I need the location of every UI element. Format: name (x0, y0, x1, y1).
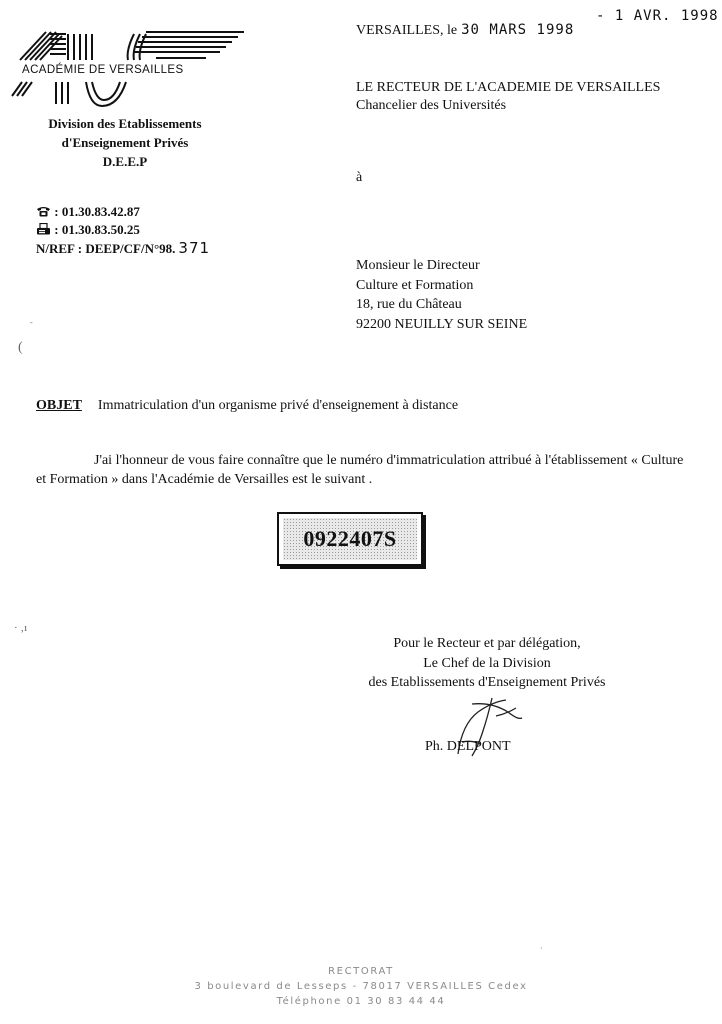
footer-line: RECTORAT (328, 966, 394, 977)
scan-speck: · (540, 944, 543, 953)
date-stamp: 30 MARS 1998 (461, 22, 575, 38)
scan-speck: · ‚ı (14, 622, 28, 634)
recipient-line: Monsieur le Directeur (356, 258, 480, 273)
body-paragraph: J'ai l'honneur de vous faire connaître que le numéro d'immatriculation attribué à l'établissement « Culture et Formation » dans l'Académie de Versailles est le suivant . (36, 453, 684, 487)
subject-text: Immatriculation d'un organisme privé d'enseignement à distance (97, 398, 459, 413)
signature-block (356, 634, 618, 693)
recipient-line: Culture et Formation (356, 277, 474, 293)
reference-handwritten: 371 (178, 239, 211, 257)
sender-subtitle: Chancelier des Universités (356, 98, 507, 113)
reference-text: N/REF : DEEP/CF/N°98. (36, 241, 176, 256)
division-acronym: D.E.E.P (102, 154, 148, 169)
footer-line: Téléphone 01 30 83 44 44 (276, 996, 446, 1007)
telephone-icon (36, 206, 51, 217)
registration-number: 0922407S (303, 526, 397, 551)
recipient-line: 18, rue du Château (356, 297, 462, 312)
contact-block (36, 203, 210, 258)
footer-line: 3 boulevard de Lesseps - 78017 VERSAILLES Cedex (194, 981, 528, 992)
phone-number: : 01.30.83.42.87 (54, 204, 140, 219)
registration-number-shading (283, 518, 417, 560)
date-line (356, 22, 574, 39)
registration-number-box (277, 512, 423, 566)
recipient-line: 92200 NEUILLY SUR SEINE (356, 316, 528, 332)
recipient-address (356, 256, 527, 334)
phone-row (36, 203, 210, 221)
division-heading (20, 114, 230, 171)
subject-label: OBJET (36, 398, 82, 413)
signature-line: Le Chef de la Division (423, 655, 551, 671)
to-word: à (356, 170, 363, 185)
date-prefix: VERSAILLES, le (356, 23, 458, 38)
sender-title: LE RECTEUR DE L'ACADEMIE DE VERSAILLES (356, 80, 661, 95)
fax-number: : 01.30.83.50.25 (54, 222, 140, 237)
scan-speck: - (30, 318, 33, 327)
received-stamp: - 1 AVR. 1998 (596, 8, 719, 24)
signature-line: des Etablissements d'Enseignement Privés (368, 675, 606, 690)
fax-row (36, 221, 210, 239)
logo-label: ACADÉMIE DE VERSAILLES (22, 64, 184, 76)
reference-row (36, 239, 210, 258)
division-line: Division des Etablissements (48, 116, 202, 131)
scan-speck: ( (18, 340, 23, 355)
signature-line: Pour le Recteur et par délégation, (393, 636, 581, 651)
signer-name: Ph. DELPONT (425, 739, 511, 754)
fax-icon (36, 223, 51, 235)
subject-line (36, 398, 458, 414)
division-line: d'Enseignement Privés (61, 135, 189, 150)
footer-address (120, 964, 602, 1009)
sender-block (356, 79, 660, 115)
